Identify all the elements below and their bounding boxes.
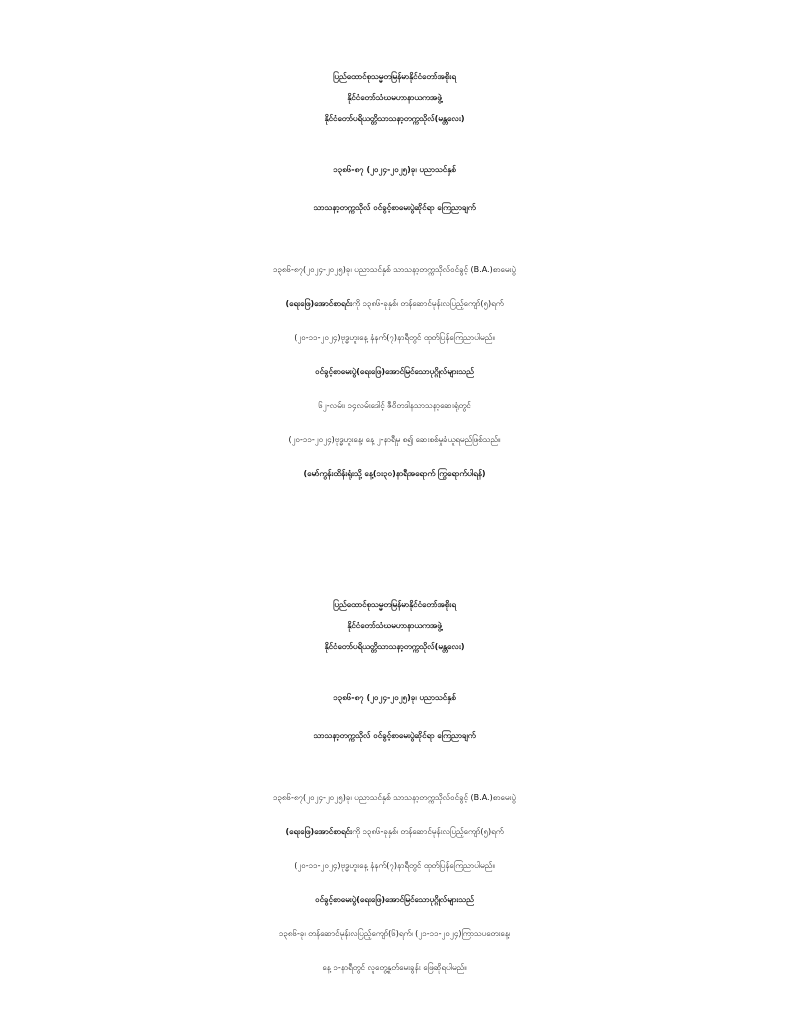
body-line-release-time: (၂၀-၁၁-၂၀၂၄)ဗုဒ္ဓဟူးနေ့ နံနက်(၇)နာရီတွင် ထုတ်ပြန်ကြေညာပါမည်။ bbox=[294, 861, 495, 870]
sangha-committee-name: နိုင်ငံတော်သံဃမဟာနာယကအဖွဲ့ bbox=[347, 621, 442, 630]
issuer-header bbox=[0, 66, 789, 129]
body-line-results-date bbox=[0, 815, 789, 849]
results-date-text: ကို ၁၃၈၆-ခုနှစ်၊ တန်ဆောင်မုန်းလပြည့်ကျော်(၅)ရက် bbox=[352, 299, 504, 308]
title-announcement: သာသနာ့တက္ကသိုလ် ဝင်ခွင့်စာမေးပွဲဆိုင်ရာ ကြေညာချက် bbox=[313, 731, 476, 740]
results-date-text: ကို ၁၃၈၆-ခုနှစ်၊ တန်ဆောင်မုန်းလပြည့်ကျော်(၅)ရက် bbox=[352, 827, 504, 836]
title-academic-year: ၁၃၈၆-၈၇ (၂၀၂၄-၂၀၂၅)ခု၊ ပညာသင်နှစ် bbox=[333, 165, 456, 174]
issuer-header bbox=[0, 594, 789, 657]
government-name: ပြည်ထောင်စုသမ္မတမြန်မာနိုင်ငံတော်အစိုးရ bbox=[333, 600, 456, 609]
body-line-release-time: (၂၀-၁၁-၂၀၂၄)ဗုဒ္ဓဟူးနေ့ နံနက်(၇)နာရီတွင် ထုတ်ပြန်ကြေညာပါမည်။ bbox=[294, 333, 495, 342]
notice-body bbox=[0, 781, 789, 985]
government-name: ပြည်ထောင်စုသမ္မတမြန်မာနိုင်ငံတော်အစိုးရ bbox=[333, 72, 456, 81]
body-line-hospital: ၆၂-လမ်း၊ ၁၄လမ်းဒေါင့် ဇီဝိတဒါနသာသနာ့ဆေးရုံတွင် bbox=[318, 401, 471, 410]
announcement-notice-2 bbox=[0, 594, 789, 985]
university-name: နိုင်ငံတော်ပရိယတ္တိသာသနာ့တက္ကသိုလ်(မန္တလေး) bbox=[324, 114, 465, 123]
body-line-interview-date: ၁၃၈၆-ခု၊ တန်ဆောင်မုန်းလပြည့်ကျော်(၆)ရက်၊ (၂၁-၁၁-၂၀၂၄)ကြာသပတေးနေ့၊ bbox=[278, 929, 511, 938]
body-line-passed-candidates: ဝင်ခွင့်စာမေးပွဲ(ရေးဖြေ)အောင်မြင်သောပုဂ္ဂိုလ်များသည် bbox=[315, 895, 474, 904]
title-academic-year: ၁၃၈၆-၈၇ (၂၀၂၄-၂၀၂၅)ခု၊ ပညာသင်နှစ် bbox=[333, 693, 456, 702]
body-line-results-date bbox=[0, 287, 789, 321]
body-line-passed-candidates: ဝင်ခွင့်စာမေးပွဲ(ရေးဖြေ)အောင်မြင်သောပုဂ္ဂိုလ်များသည် bbox=[315, 367, 474, 376]
sangha-committee-name: နိုင်ငံတော်သံဃမဟာနာယကအဖွဲ့ bbox=[347, 93, 442, 102]
body-line-exam: ၁၃၈၆-၈၇(၂၀၂၄-၂၀၂၅)ခု၊ ပညာသင်နှစ် သာသနာ့တက္ကသိုလ်ဝင်ခွင့် (B.A.)စာမေးပွဲ bbox=[272, 265, 516, 274]
notice-title bbox=[0, 679, 789, 755]
body-line-interview-time: နေ့ ၁-နာရီတွင် လူတွေ့နှုတ်မေးခွန်း ဖြေဆိုရပါမည်။ bbox=[322, 963, 467, 972]
notice-title bbox=[0, 151, 789, 227]
announcement-notice-1 bbox=[0, 66, 789, 491]
notice-body bbox=[0, 253, 789, 491]
title-announcement: သာသနာ့တက္ကသိုလ် ဝင်ခွင့်စာမေးပွဲဆိုင်ရာ ကြေညာချက် bbox=[313, 203, 476, 212]
results-list-label: (ရေးဖြေ)အောင်စာရင်း bbox=[285, 299, 353, 308]
results-list-label: (ရေးဖြေ)အောင်စာရင်း bbox=[285, 827, 353, 836]
body-line-office-note: (မော်ကွန်းထိန်းရုံးသို့ နေ့(၁း၃၀)နာရီအရောက် ကြွရောက်ပါရန်) bbox=[303, 469, 486, 478]
university-name: နိုင်ငံတော်ပရိယတ္တိသာသနာ့တက္ကသိုလ်(မန္တလေး) bbox=[324, 642, 465, 651]
body-line-exam: ၁၃၈၆-၈၇(၂၀၂၄-၂၀၂၅)ခု၊ ပညာသင်နှစ် သာသနာ့တက္ကသိုလ်ဝင်ခွင့် (B.A.)စာမေးပွဲ bbox=[272, 793, 516, 802]
body-line-medical-check: (၂၀-၁၁-၂၀၂၄)ဗုဒ္ဓဟူးနေ့၊ နေ့ ၂-နာရီမှ စ၍ ဆေးစစ်မှုခံယူရမည်ဖြစ်သည်။ bbox=[288, 435, 501, 444]
